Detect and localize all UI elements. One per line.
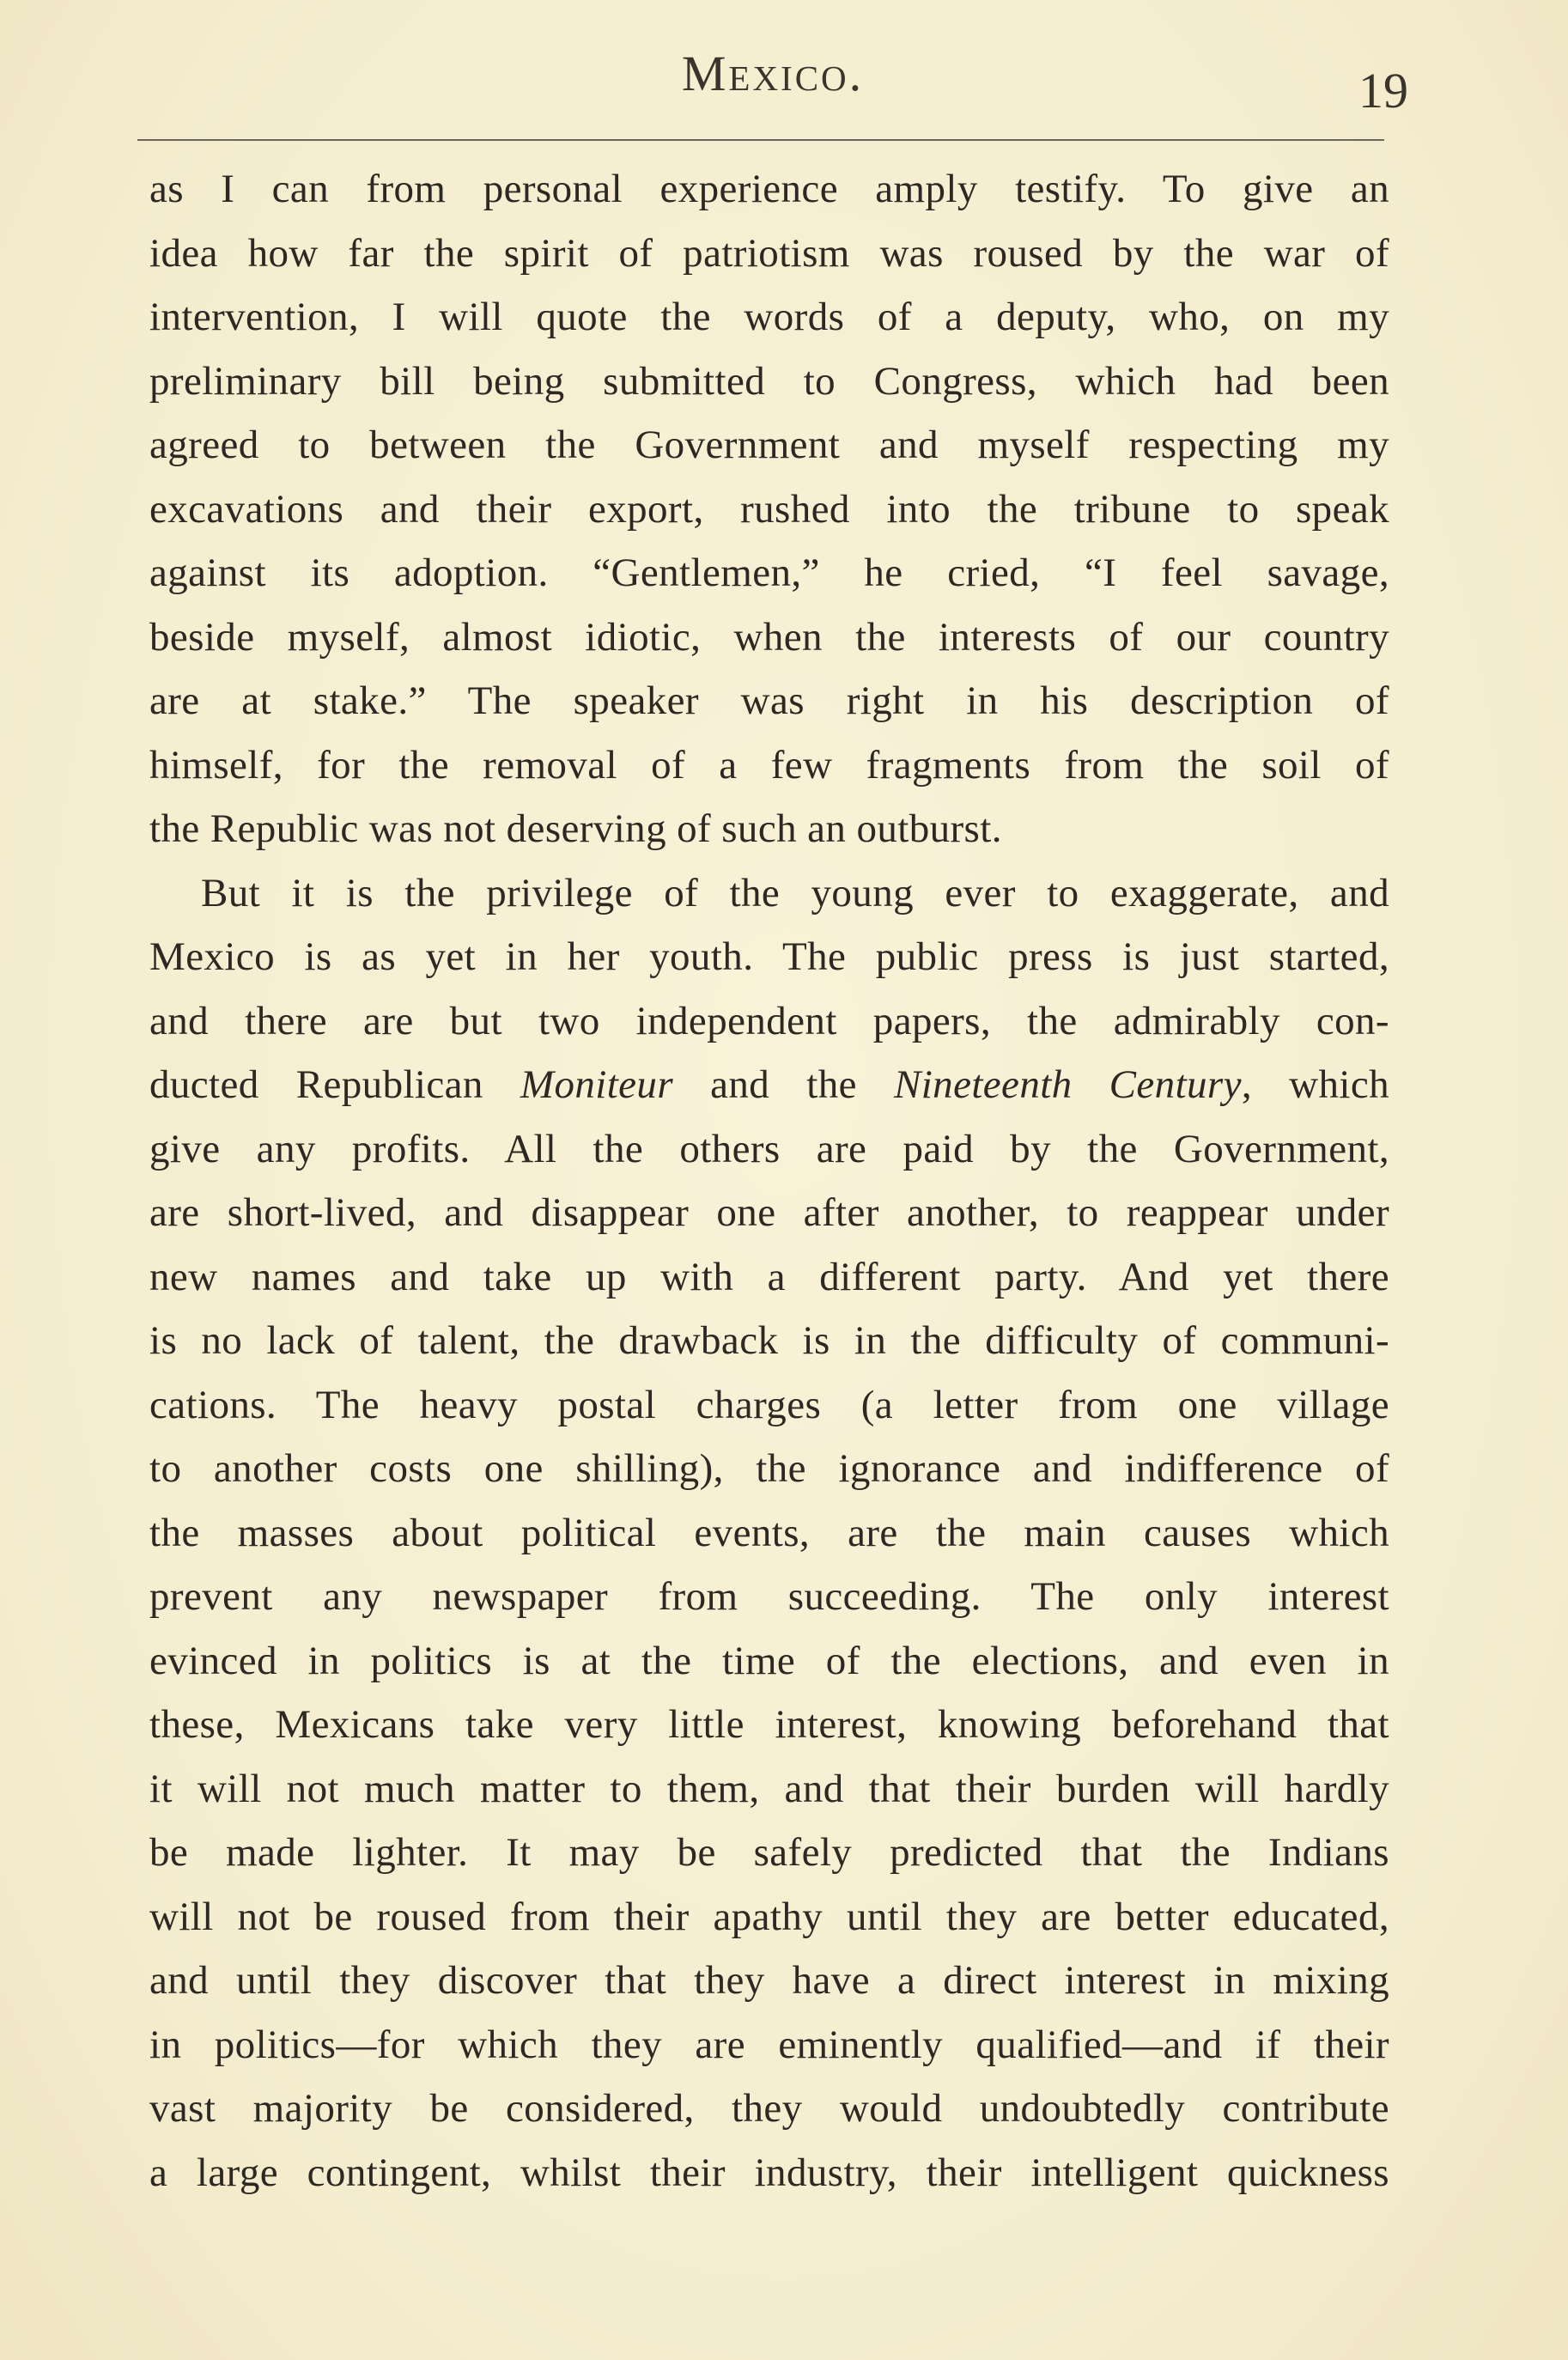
body-text [149,157,1389,2205]
running-head: Mexico. [681,46,865,101]
text-line: in politics—for which they are eminently qualified—and if their [149,2022,1389,2067]
text-line: are short-lived, and disappear one after another, to reappear under [149,1190,1389,1235]
text-line: give any profits. All the others are paid by the Government, [149,1126,1389,1171]
line-prefix: ducted Republican [149,1062,520,1107]
text-line: excavations and their export, rushed into the tribune to speak [149,486,1389,532]
text-line: Mexico is as yet in her youth. The public press is just started, [149,934,1389,979]
line-suffix: , which [1241,1062,1389,1107]
text-line: a large contingent, whilst their industry, their intelligent quickness [149,2150,1389,2195]
text-line: to another costs one shilling), the ignorance and indifference of [149,1446,1389,1491]
text-line: will not be roused from their apathy until they are better educated, [149,1894,1389,1939]
text-line: vast majority be considered, they would undoubtedly contribute [149,2086,1389,2131]
text-line-with-titles [149,1053,1389,1117]
text-line: beside myself, almost idiotic, when the interests of our country [149,614,1389,660]
text-line: preliminary bill being submitted to Congress, which had been [149,358,1389,404]
text-line: be made lighter. It may be safely predicted that the Indians [149,1830,1389,1875]
text-line: and until they discover that they have a direct interest in mixing [149,1958,1389,2003]
text-line: new names and take up with a different party. And yet there [149,1254,1389,1299]
text-line: against its adoption. “Gentlemen,” he cried, “I feel savage, [149,550,1389,595]
text-line: prevent any newspaper from succeeding. The only interest [149,1574,1389,1619]
header-rule [137,139,1384,141]
text-line: these, Mexicans take very little interest, knowing beforehand that [149,1702,1389,1747]
text-line: idea how far the spirit of patriotism was roused by the war of [149,230,1389,276]
text-line: the masses about political events, are the main causes which [149,1510,1389,1555]
text-line: evinced in politics is at the time of the elections, and even in [149,1638,1389,1683]
page-number: 19 [1358,63,1408,119]
text-line: is no lack of talent, the drawback is in the difficulty of communi- [149,1318,1389,1363]
newspaper-title-moniteur: Moniteur [520,1062,674,1107]
text-line: cations. The heavy postal charges (a letter from one village [149,1382,1389,1427]
text-line: as I can from personal experience amply testify. To give an [149,167,1389,211]
line-mid: and the [673,1062,894,1107]
newspaper-title-nineteenth-century: Nineteenth Century [893,1062,1242,1107]
text-line: and there are but two independent papers, the admirably con- [149,998,1389,1043]
text-line: himself, for the removal of a few fragments from the soil of [149,742,1389,788]
text-line: it will not much matter to them, and that their burden will hardly [149,1766,1389,1811]
paragraph-start-line: But it is the privilege of the young ever to exaggerate, and [201,870,1389,915]
text-line: agreed to between the Government and myself respecting my [149,423,1389,467]
text-line: intervention, I will quote the words of a deputy, who, on my [149,295,1389,339]
text-line: are at stake.” The speaker was right in his description of [149,678,1389,723]
paragraph-end-line: the Republic was not deserving of such an outburst. [149,806,1002,851]
